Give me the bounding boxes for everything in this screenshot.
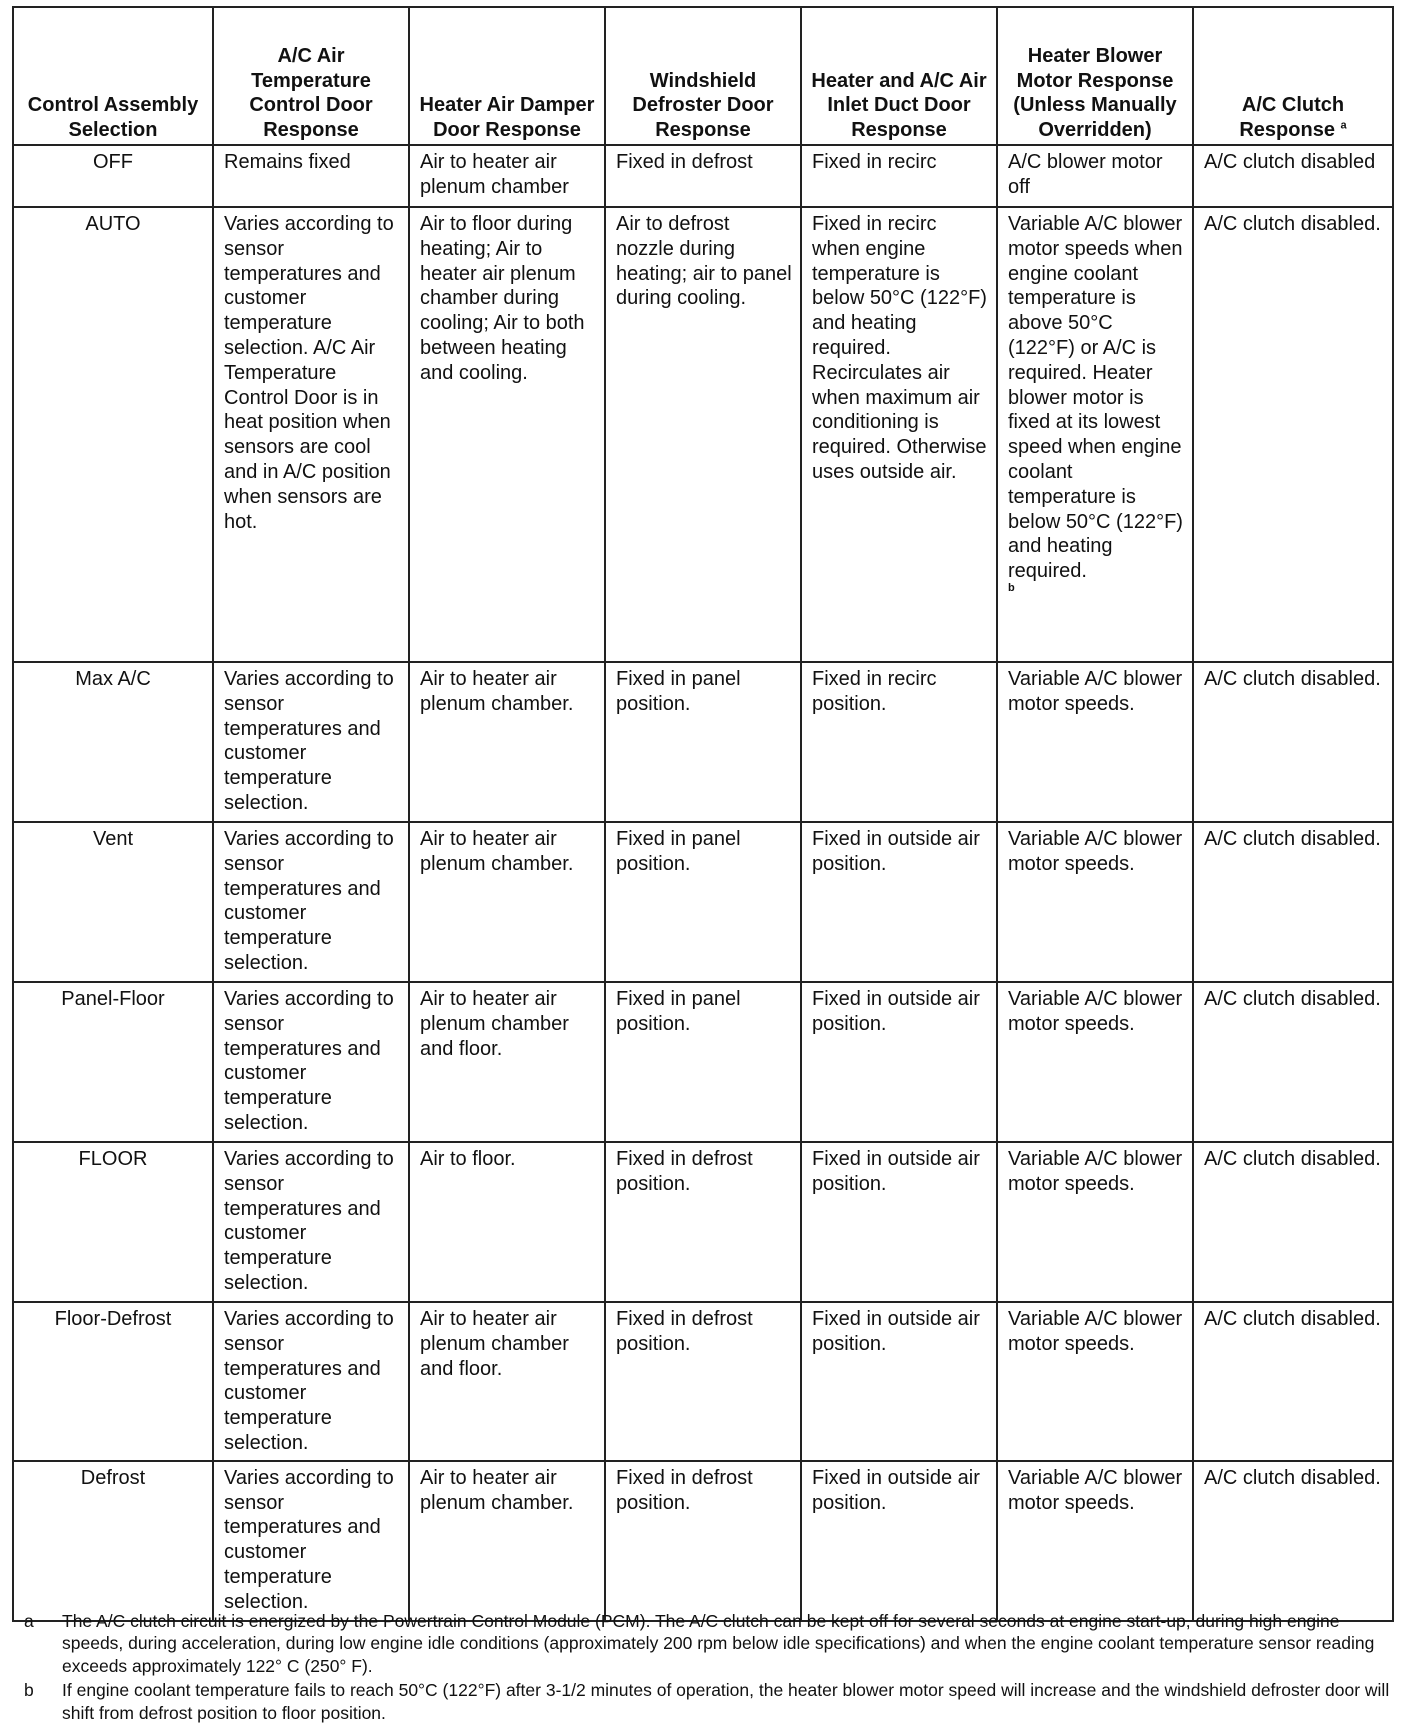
- temp-door-cell: Varies according to sensor temperatures and customer temperature selection.: [213, 662, 409, 822]
- damper-door-cell: Air to heater air plenum chamber: [409, 145, 605, 207]
- control-response-table: [12, 6, 1394, 1622]
- table-row: [13, 822, 1393, 982]
- inlet-door-cell: Fixed in outside air position.: [801, 822, 997, 982]
- damper-door-cell: Air to floor during heating; Air to heater air plenum chamber during cooling; Air to both between heating and cooling.: [409, 207, 605, 662]
- selection-cell: Panel-Floor: [13, 982, 213, 1142]
- selection-cell: Max A/C: [13, 662, 213, 822]
- temp-door-cell: Varies according to sensor temperatures and customer temperature selection.: [213, 982, 409, 1142]
- selection-cell: Defrost: [13, 1461, 213, 1621]
- temp-door-cell: Varies according to sensor temperatures and customer temperature selection.: [213, 1461, 409, 1621]
- blower-cell: Variable A/C blower motor speeds when engine coolant temperature is above 50°C (122°F) or A/C is required. Heater blower motor is fixed at its lowest speed when engine coolant temperature is below 50°C (122°F) and heating required. b: [997, 207, 1193, 662]
- temp-door-cell: Remains fixed: [213, 145, 409, 207]
- table-row: [13, 1142, 1393, 1302]
- header-clutch: A/C Clutch Response $^a$: [1193, 7, 1393, 145]
- footnote-ref-a: a: [1340, 118, 1347, 131]
- blower-cell: Variable A/C blower motor speeds.: [997, 1302, 1193, 1461]
- selection-cell: OFF: [13, 145, 213, 207]
- blower-cell: Variable A/C blower motor speeds.: [997, 662, 1193, 822]
- selection-cell: FLOOR: [13, 1142, 213, 1302]
- blower-cell: Variable A/C blower motor speeds.: [997, 822, 1193, 982]
- clutch-cell: A/C clutch disabled.: [1193, 662, 1393, 822]
- blower-cell: Variable A/C blower motor speeds.: [997, 982, 1193, 1142]
- inlet-door-cell: Fixed in outside air position.: [801, 1302, 997, 1461]
- clutch-cell: A/C clutch disabled.: [1193, 822, 1393, 982]
- footnote-text: If engine coolant temperature fails to reach 50°C (122°F) after 3-1/2 minutes of operation, the heater blower motor speed will increase and the windshield defroster door will shift from defrost position to floor position.: [62, 1680, 1390, 1723]
- inlet-door-cell: Fixed in recirc: [801, 145, 997, 207]
- temp-door-cell: Varies according to sensor temperatures and customer temperature selection.: [213, 1142, 409, 1302]
- clutch-cell: A/C clutch disabled: [1193, 145, 1393, 207]
- defroster-door-cell: Fixed in panel position.: [605, 662, 801, 822]
- footnote-mark: a: [24, 1611, 34, 1631]
- table-row: [13, 145, 1393, 207]
- defroster-door-cell: Fixed in defrost position.: [605, 1142, 801, 1302]
- temp-door-cell: Varies according to sensor temperatures and customer temperature selection.: [213, 822, 409, 982]
- table-row: [13, 662, 1393, 822]
- footnote-text: The A/C clutch circuit is energized by the Powertrain Control Module (PCM). The A/C clutch can be kept off for several seconds at engine start-up, during high engine speeds, during acceleration, during low engine idle conditions (approximately 200 rpm below idle specifications) and when the engine coolant temperature sensor reading exceeds approximately 122° C (250° F).: [62, 1611, 1375, 1676]
- table-row: [13, 1461, 1393, 1621]
- defroster-door-cell: Fixed in panel position.: [605, 982, 801, 1142]
- clutch-cell: A/C clutch disabled.: [1193, 1461, 1393, 1621]
- footnote-a: [12, 1610, 1397, 1677]
- footnote-ref-b: b: [1008, 581, 1015, 594]
- damper-door-cell: Air to heater air plenum chamber and floor.: [409, 982, 605, 1142]
- defroster-door-cell: Fixed in defrost: [605, 145, 801, 207]
- damper-door-cell: Air to heater air plenum chamber.: [409, 822, 605, 982]
- defroster-door-cell: Fixed in defrost position.: [605, 1461, 801, 1621]
- selection-cell: AUTO: [13, 207, 213, 662]
- header-defroster-door: Windshield Defroster Door Response: [605, 7, 801, 145]
- clutch-cell: A/C clutch disabled.: [1193, 982, 1393, 1142]
- blower-cell: Variable A/C blower motor speeds.: [997, 1461, 1193, 1621]
- header-row: [13, 7, 1393, 145]
- defroster-door-cell: Fixed in panel position.: [605, 822, 801, 982]
- clutch-cell: A/C clutch disabled.: [1193, 207, 1393, 662]
- inlet-door-cell: Fixed in outside air position.: [801, 982, 997, 1142]
- clutch-cell: A/C clutch disabled.: [1193, 1302, 1393, 1461]
- table-row: [13, 207, 1393, 662]
- inlet-door-cell: Fixed in outside air position.: [801, 1142, 997, 1302]
- table-row: [13, 982, 1393, 1142]
- temp-door-cell: Varies according to sensor temperatures and customer temperature selection.: [213, 1302, 409, 1461]
- header-blower: Heater Blower Motor Response (Unless Manually Overridden): [997, 7, 1193, 145]
- header-damper-door: Heater Air Damper Door Response: [409, 7, 605, 145]
- spec-table-container: [12, 6, 1392, 1622]
- footnotes: [12, 1610, 1397, 1726]
- selection-cell: Vent: [13, 822, 213, 982]
- table-row: [13, 1302, 1393, 1461]
- damper-door-cell: Air to heater air plenum chamber.: [409, 662, 605, 822]
- header-inlet-door: Heater and A/C Air Inlet Duct Door Response: [801, 7, 997, 145]
- defroster-door-cell: Air to defrost nozzle during heating; air to panel during cooling.: [605, 207, 801, 662]
- damper-door-cell: Air to heater air plenum chamber.: [409, 1461, 605, 1621]
- blower-cell: A/C blower motor off: [997, 145, 1193, 207]
- temp-door-cell: Varies according to sensor temperatures and customer temperature selection. A/C Air Temperature Control Door is in heat position when sensors are cool and in A/C position when sensors are hot.: [213, 207, 409, 662]
- header-control-selection: Control Assembly Selection: [13, 7, 213, 145]
- inlet-door-cell: Fixed in outside air position.: [801, 1461, 997, 1621]
- header-temp-door: A/C Air Temperature Control Door Response: [213, 7, 409, 145]
- defroster-door-cell: Fixed in defrost position.: [605, 1302, 801, 1461]
- damper-door-cell: Air to floor.: [409, 1142, 605, 1302]
- footnote-mark: b: [24, 1680, 34, 1701]
- clutch-cell: A/C clutch disabled.: [1193, 1142, 1393, 1302]
- inlet-door-cell: Fixed in recirc when engine temperature is below 50°C (122°F) and heating required. Recirculates air when maximum air conditioning is required. Otherwise uses outside air.: [801, 207, 997, 662]
- damper-door-cell: Air to heater air plenum chamber and floor.: [409, 1302, 605, 1461]
- footnote-b: [12, 1679, 1397, 1724]
- blower-cell: Variable A/C blower motor speeds.: [997, 1142, 1193, 1302]
- selection-cell: Floor-Defrost: [13, 1302, 213, 1461]
- inlet-door-cell: Fixed in recirc position.: [801, 662, 997, 822]
